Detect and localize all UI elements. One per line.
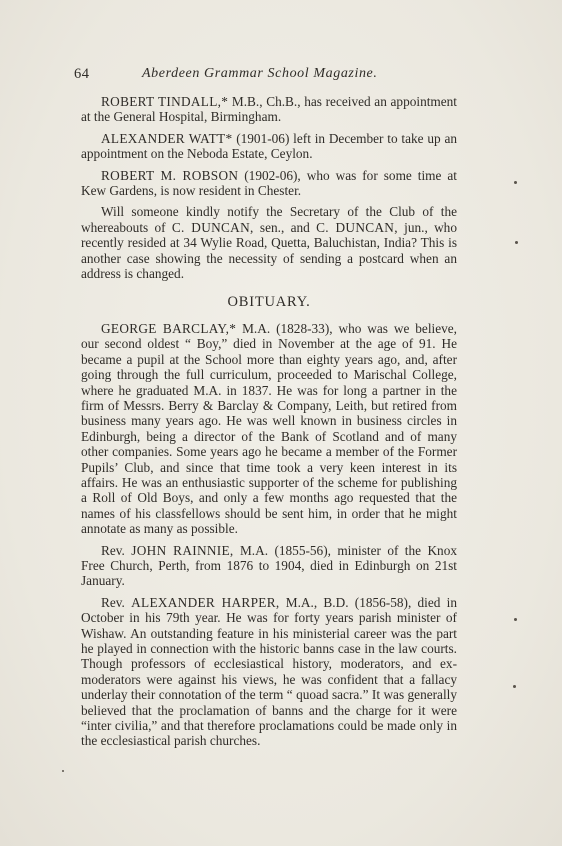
paper-speck <box>514 181 517 184</box>
obituary-entry-barclay <box>81 321 457 537</box>
obituary-text: M.A. (1828-33), who was we believe, our second oldest “ Boy,” died in November at the age of 91. He became a pupil at the School more than eighty years ago, and, after going through the full curriculum, proceeded to Marischal College, where he graduated M.A. in 1837. He was for long a partner in the firm of Messrs. Berry & Barclay & Company, Leith, but retired from business many years ago. He was well known in business circles in Edinburgh, being a director of the Bank of Scotland and of many other companies. Some years ago he became a member of the Former Pupils’ Club, and since that time took a very keen interest in its affairs. He was an enthusiastic supporter of the scheme for publishing a Roll of Old Boys, and only a few months ago requested that the names of his classfellows should be sent him, in order that he might annotate as many as possible. <box>81 320 457 537</box>
person-name: ALEXANDER HARPER, <box>131 594 280 610</box>
request-text: sen., and <box>253 219 317 235</box>
person-name: GEORGE BARCLAY,* <box>101 320 237 336</box>
page-number: 64 <box>74 66 90 82</box>
paper-speck <box>514 618 517 621</box>
whereabouts-request <box>81 204 457 281</box>
obituary-text: M.A., B.D. (1856-58), died in October in his 79th year. He was for forty years parish minister of Wishaw. An outstanding feature in his ministerial career was the part he played in connection with the historic banns case in the law courts. Though professors of ecclesiastical history, moderators, and ex-moderators were against his views, he was confident that a fallacy underlay their connotation of the term “ quoad sacra.” It was generally believed that the proclamation of banns and the charge for it were “inter civilia,” and that therefore proclamations could be made only in the ecclesiastical parish churches. <box>81 594 457 749</box>
title-prefix: Rev. <box>101 542 132 558</box>
obituary-entry-rainnie <box>81 543 457 589</box>
person-name: ALEXANDER WATT* <box>101 130 233 146</box>
paper-speck <box>62 770 64 772</box>
obituary-heading: OBITUARY. <box>227 294 311 311</box>
person-name: JOHN RAINNIE, <box>131 542 234 558</box>
request-text: Will someone kindly notify the Secretary of the Club of the whereabouts of <box>81 204 457 235</box>
title-prefix: Rev. <box>101 594 132 610</box>
paper-speck <box>515 241 518 244</box>
request-text: jun., who recently resided at 34 Wylie Road, Quetta, Baluchistan, India? This is another case showing the necessity of sending a postcard when an address is changed. <box>81 219 457 282</box>
notice-watt <box>81 131 457 162</box>
notice-text: (1901-06) left in December to take up an appointment on the Neboda Estate, Ceylon. <box>81 130 457 162</box>
person-name: C. DUNCAN, <box>171 219 254 235</box>
person-name: C. DUNCAN, <box>316 219 398 235</box>
obituary-entry-harper <box>81 595 457 749</box>
running-title: Aberdeen Grammar School Magazine. <box>142 66 378 81</box>
paper-speck <box>513 685 516 688</box>
obituary-text: M.A. (1855-56), minister of the Knox Free Church, Perth, from 1876 to 1904, died in Edinburgh on 21st January. <box>81 542 457 589</box>
notice-robson <box>81 168 457 199</box>
page-body <box>81 94 457 755</box>
notice-tindall <box>81 94 457 125</box>
notice-text: (1902-06), who was for some time at Kew Gardens, is now resident in Chester. <box>81 167 457 199</box>
person-name: ROBERT M. ROBSON <box>101 167 239 183</box>
page-header <box>74 66 474 84</box>
notice-text: M.B., Ch.B., has received an appointment at the General Hospital, Birmingham. <box>81 94 457 125</box>
person-name: ROBERT TINDALL,* <box>101 94 229 109</box>
